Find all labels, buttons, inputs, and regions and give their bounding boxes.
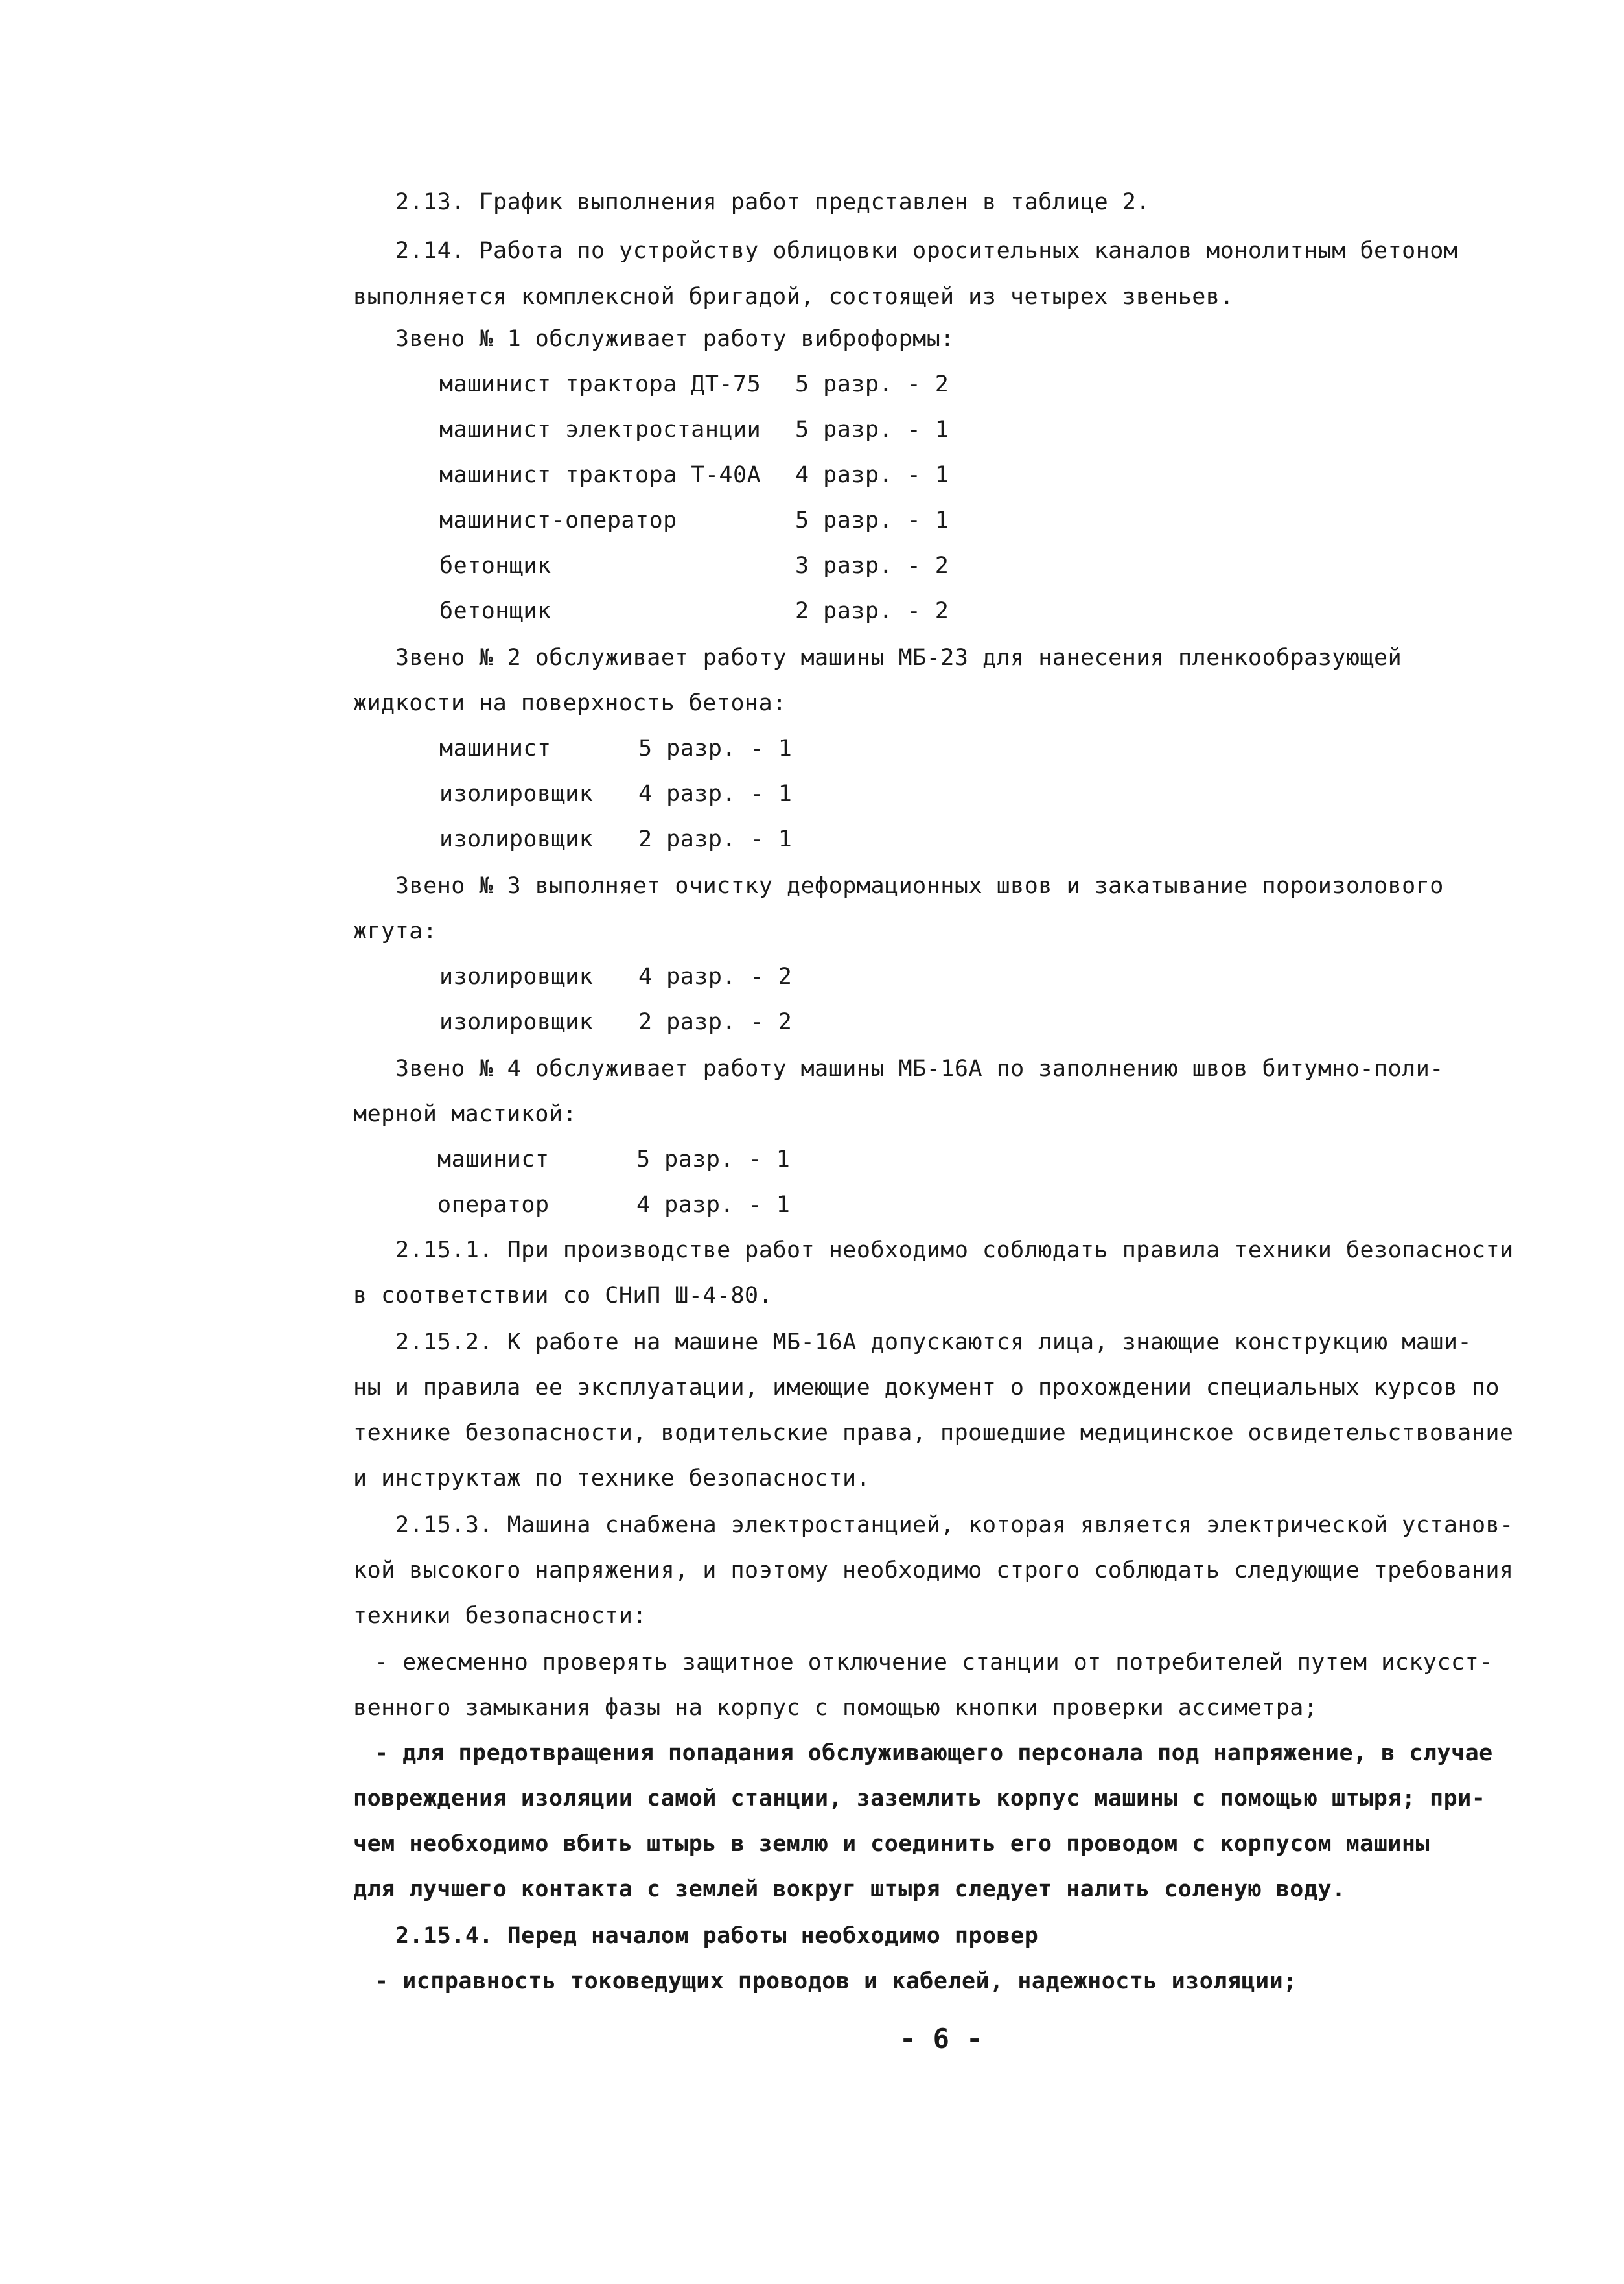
crew-role: машинист трактора ДТ-75 — [439, 371, 761, 397]
crew-role: изолировщик — [439, 826, 594, 852]
paragraph-2-13: 2.13. График выполнения работ представлен в таблице 2. — [395, 189, 1150, 215]
link-4-intro-line-1: Звено № 4 обслуживает работу машины МБ-16А по заполнению швов битумно-поли- — [395, 1056, 1444, 1082]
link-2-intro-line-2: жидкости на поверхность бетона: — [353, 690, 787, 716]
paragraph-2-15-3-line-1: 2.15.3. Машина снабжена электростанцией, которая является электрической установ- — [395, 1512, 1514, 1538]
crew-grade: 5 разр. - 2 — [795, 371, 949, 397]
paragraph-2-14-line-1: 2.14. Работа по устройству облицовки оросительных каналов монолитным бетоном — [395, 238, 1458, 264]
crew-role: машинист-оператор — [439, 507, 677, 533]
crew-grade: 2 разр. - 1 — [638, 826, 793, 852]
link-2-intro-line-1: Звено № 2 обслуживает работу машины МБ-23 для нанесения пленкообразующей — [395, 645, 1402, 671]
paragraph-2-15-1-line-2: в соответствии со СНиП Ш-4-80. — [353, 1283, 773, 1309]
paragraph-2-15-2-line-4: и инструктаж по технике безопасности. — [353, 1465, 871, 1491]
bullet-2-line-2: повреждения изоляции самой станции, заземлить корпус машины с помощью штыря; при- — [353, 1786, 1486, 1812]
link-1-intro: Звено № 1 обслуживает работу виброформы: — [395, 326, 955, 352]
paragraph-2-15-4: 2.15.4. Перед началом работы необходимо провер — [395, 1923, 1039, 1949]
crew-role: бетонщик — [439, 553, 551, 579]
link-4-intro-line-2: мерной мастикой: — [353, 1101, 577, 1127]
link-3-intro-line-1: Звено № 3 выполняет очистку деформационных швов и закатывание пороизолового — [395, 873, 1444, 899]
crew-grade: 3 разр. - 2 — [795, 553, 949, 579]
crew-grade: 4 разр. - 2 — [638, 964, 793, 990]
paragraph-2-15-3-line-3: техники безопасности: — [353, 1603, 647, 1629]
paragraph-2-15-2-line-2: ны и правила ее эксплуатации, имеющие документ о прохождении специальных курсов по — [353, 1375, 1500, 1401]
bullet-2-line-1: - для предотвращения попадания обслуживающего персонала под напряжение, в случае — [375, 1740, 1493, 1766]
crew-role: изолировщик — [439, 1009, 594, 1035]
crew-role: оператор — [437, 1192, 550, 1218]
crew-grade: 5 разр. - 1 — [638, 736, 793, 762]
crew-grade: 4 разр. - 1 — [636, 1192, 791, 1218]
crew-grade: 5 разр. - 1 — [795, 417, 949, 443]
paragraph-2-15-1-line-1: 2.15.1. При производстве работ необходимо соблюдать правила техники безопасности — [395, 1237, 1514, 1263]
paragraph-2-14-line-2: выполняется комплексной бригадой, состоящей из четырех звеньев. — [353, 284, 1235, 310]
crew-role: машинист электростанции — [439, 417, 761, 443]
bullet-3: - исправность токоведущих проводов и кабелей, надежность изоляции; — [375, 1968, 1297, 1994]
page-number: - 6 - — [899, 2023, 983, 2055]
link-3-intro-line-2: жгута: — [353, 918, 437, 944]
crew-role: изолировщик — [439, 964, 594, 990]
crew-grade: 2 разр. - 2 — [638, 1009, 793, 1035]
crew-role: машинист — [437, 1147, 550, 1172]
paragraph-2-15-2-line-3: технике безопасности, водительские права, прошедшие медицинское освидетельствование — [353, 1420, 1514, 1446]
crew-grade: 4 разр. - 1 — [795, 462, 949, 488]
paragraph-2-15-3-line-2: кой высокого напряжения, и поэтому необходимо строго соблюдать следующие требования — [353, 1557, 1514, 1583]
crew-grade: 4 разр. - 1 — [638, 781, 793, 807]
crew-role: бетонщик — [439, 598, 551, 624]
crew-role: изолировщик — [439, 781, 594, 807]
bullet-2-line-3: чем необходимо вбить штырь в землю и соединить его проводом с корпусом машины — [353, 1831, 1430, 1857]
crew-role: машинист — [439, 736, 551, 762]
bullet-1-line-2: венного замыкания фазы на корпус с помощью кнопки проверки ассиметра; — [353, 1695, 1318, 1721]
paragraph-2-15-2-line-1: 2.15.2. К работе на машине МБ-16А допускаются лица, знающие конструкцию маши- — [395, 1329, 1472, 1355]
crew-grade: 5 разр. - 1 — [636, 1147, 791, 1172]
bullet-2-line-4: для лучшего контакта с землей вокруг штыря следует налить соленую воду. — [353, 1876, 1346, 1902]
crew-role: машинист трактора Т-40А — [439, 462, 761, 488]
crew-grade: 2 разр. - 2 — [795, 598, 949, 624]
bullet-1-line-1: - ежесменно проверять защитное отключение станции от потребителей путем искусст- — [375, 1649, 1493, 1675]
crew-grade: 5 разр. - 1 — [795, 507, 949, 533]
